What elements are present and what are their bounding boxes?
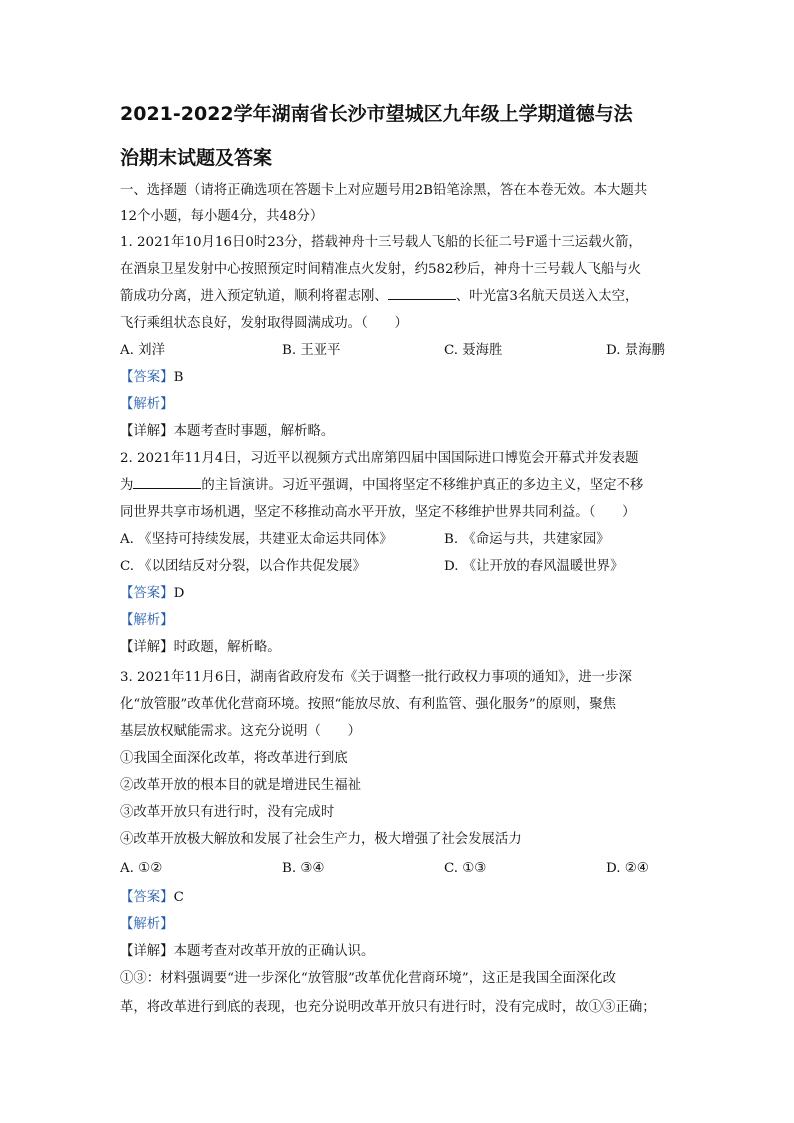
q3-answer-value: C bbox=[173, 890, 184, 905]
q3-option-c: C. ①③ bbox=[444, 861, 487, 876]
q2-fill-blank bbox=[133, 477, 201, 489]
q3-stem-line-3: 基层放权赋能需求。这充分说明（ ） bbox=[120, 724, 362, 739]
q2-option-d: D. 《让开放的春风温暖世界》 bbox=[444, 559, 624, 574]
q3-explanation-line-2: 革，将改革进行到底的表现，也充分说明改革开放只有进行时，没有完成时，故①③正确； bbox=[120, 1000, 656, 1015]
q3-stem-line-1: 3. 2021年11月6日，湖南省政府发布《关于调整一批行政权力事项的通知》，进一步深 bbox=[120, 670, 632, 685]
q1-stem-line-3 bbox=[120, 288, 690, 306]
q1-detail-text: 本题考查时事题，解析略。 bbox=[173, 424, 335, 439]
q2-stem-line-1: 2. 2021年11月4日，习近平以视频方式出席第四届中国国际进口博览会开幕式并发表题 bbox=[120, 451, 639, 466]
q3-answer-label: 【答案】 bbox=[120, 890, 174, 905]
q1-option-b: B. 王亚平 bbox=[282, 343, 341, 358]
q1-fill-blank bbox=[388, 288, 456, 300]
q2-stem-line-2-part-a: 为 bbox=[120, 478, 134, 493]
q1-detail bbox=[120, 423, 690, 441]
q1-stem-line-2: 在酒泉卫星发射中心按照预定时间精准点火发射，约582秒后，神舟十三号载人飞船与火 bbox=[120, 262, 642, 277]
q2-answer bbox=[120, 585, 690, 603]
q3-option-a: A. ①② bbox=[120, 861, 163, 876]
q1-option-a: A. 刘洋 bbox=[120, 343, 165, 358]
q1-answer-label: 【答案】 bbox=[120, 370, 174, 385]
q3-option-d: D. ②④ bbox=[606, 861, 649, 876]
q1-answer bbox=[120, 369, 690, 387]
q2-analysis-label: 【解析】 bbox=[120, 613, 174, 628]
document-title-line-2: 治期末试题及答案 bbox=[120, 147, 273, 169]
section-heading-line-2: 12个小题，每小题4分，共48分） bbox=[120, 209, 324, 224]
q2-answer-value: D bbox=[173, 586, 185, 601]
q2-stem-line-2-part-b: 的主旨演讲。习近平强调，中国将坚定不移维护真正的多边主义，坚定不移 bbox=[201, 478, 644, 493]
q3-statement-1: ①我国全面深化改革，将改革进行到底 bbox=[120, 751, 348, 766]
q3-option-b: B. ③④ bbox=[282, 861, 325, 876]
q2-detail bbox=[120, 639, 690, 657]
q3-detail-text: 本题考查对改革开放的正确认识。 bbox=[173, 944, 375, 959]
q2-answer-label: 【答案】 bbox=[120, 586, 174, 601]
q2-stem-line-3: 同世界共享市场机遇，坚定不移推动高水平开放，坚定不移维护世界共同利益。（ ） bbox=[120, 505, 636, 520]
q2-detail-label: 【详解】 bbox=[120, 640, 174, 655]
q3-stem-line-2: 化“放管服”改革优化营商环境。按照“能放尽放、有利监管、强化服务”的原则，聚焦 bbox=[120, 697, 617, 712]
q3-statement-2: ②改革开放的根本目的就是增进民生福祉 bbox=[120, 778, 362, 793]
q1-option-c: C. 聂海胜 bbox=[444, 343, 503, 358]
q3-statement-4: ④改革开放极大解放和发展了社会生产力，极大增强了社会发展活力 bbox=[120, 832, 522, 847]
q3-analysis bbox=[120, 916, 690, 934]
q3-answer bbox=[120, 889, 690, 907]
q1-stem-line-3-part-b: 、叶光富3名航天员送入太空， bbox=[455, 289, 639, 304]
q2-option-c: C. 《以团结反对分裂，以合作共促发展》 bbox=[120, 559, 366, 574]
q1-stem-line-3-part-a: 箭成功分离，进入预定轨道，顺利将翟志刚、 bbox=[120, 289, 388, 304]
q2-option-a: A. 《坚持可持续发展，共建亚太命运共同体》 bbox=[120, 532, 393, 547]
section-heading-line-1: 一、选择题（请将正确选项在答题卡上对应题号用2B铅笔涂黑，答在本卷无效。本大题共 bbox=[120, 183, 648, 198]
q1-analysis-label: 【解析】 bbox=[120, 397, 174, 412]
q3-detail bbox=[120, 943, 690, 961]
q1-answer-value: B bbox=[173, 370, 184, 385]
q2-detail-text: 时政题，解析略。 bbox=[173, 640, 281, 655]
q1-detail-label: 【详解】 bbox=[120, 424, 174, 439]
document-title-line-1: 2021-2022学年湖南省长沙市望城区九年级上学期道德与法 bbox=[120, 103, 633, 125]
q3-statement-3: ③改革开放只有进行时，没有完成时 bbox=[120, 805, 335, 820]
q3-explanation-line-1: ①③：材料强调要“进一步深化“放管服”改革优化营商环境”，这正是我国全面深化改 bbox=[120, 971, 617, 986]
q2-stem-line-2 bbox=[120, 477, 690, 495]
q3-detail-label: 【详解】 bbox=[120, 944, 174, 959]
q2-option-b: B. 《命运与共，共建家园》 bbox=[444, 532, 610, 547]
q1-option-d: D. 景海鹏 bbox=[606, 343, 665, 358]
q1-stem-line-4: 飞行乘组状态良好，发射取得圆满成功。（ ） bbox=[120, 316, 408, 331]
q1-stem-line-1: 1. 2021年10月16日0时23分，搭载神舟十三号载人飞船的长征二号F遥十三运载火箭， bbox=[120, 235, 642, 250]
q2-analysis bbox=[120, 612, 690, 630]
q3-analysis-label: 【解析】 bbox=[120, 917, 174, 932]
q1-analysis bbox=[120, 396, 690, 414]
